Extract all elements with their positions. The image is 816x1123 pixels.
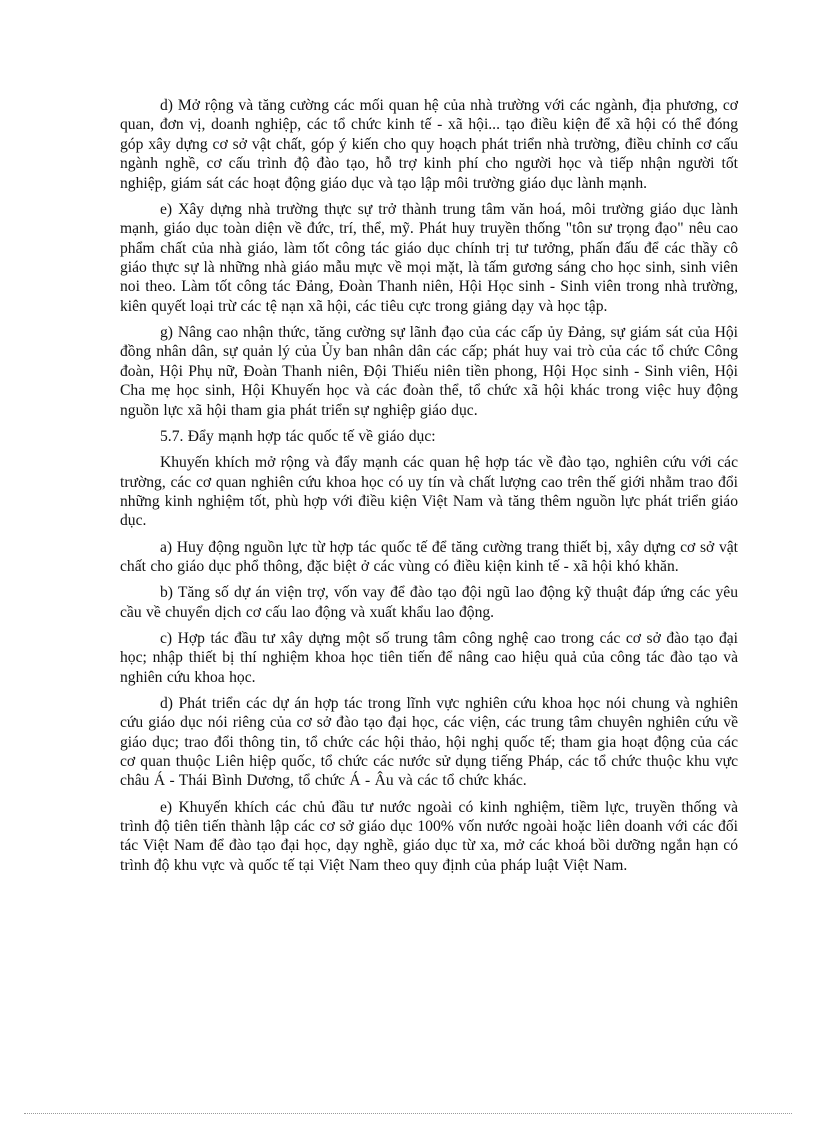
paragraph-b-aid-projects: b) Tăng số dự án viện trợ, vốn vay để đào tạo đội ngũ lao động kỹ thuật đáp ứng các yêu cầu về chuyển dịch cơ cấu lao động và xuất khẩu lao động. — [120, 584, 738, 621]
document-body — [120, 96, 738, 882]
paragraph-c-hightech-centers: c) Hợp tác đầu tư xây dựng một số trung tâm công nghệ cao trong các cơ sở đào tạo đại học; nhập thiết bị thí nghiệm khoa học tiên tiến để nâng cao hiệu quả của công tác đào tạo và nghiên cứu khoa học. — [120, 629, 738, 686]
section-heading-5-7: 5.7. Đẩy mạnh hợp tác quốc tế về giáo dục: — [160, 427, 436, 445]
paragraph-intl-cooperation-intro: Khuyến khích mở rộng và đẩy mạnh các quan hệ hợp tác về đào tạo, nghiên cứu với các trường, các cơ quan nghiên cứu khoa học có uy tín và chất lượng cao trên thế giới nhằm trao đổi những kinh nghiệm tốt, phù hợp với điều kiện Việt Nam và tăng thêm nguồn lực phát triển giáo dục. — [120, 454, 738, 530]
paragraph-e-foreign-investors: e) Khuyến khích các chủ đầu tư nước ngoài có kinh nghiệm, tiềm lực, truyền thống và trình độ tiên tiến thành lập các cơ sở giáo dục 100% vốn nước ngoài hoặc liên doanh với các đối tác Việt Nam để đào tạo đại học, dạy nghề, giáo dục từ xa, mở các khoá bồi dưỡng ngắn hạn có trình độ khu vực và quốc tế tại Việt Nam theo quy định của pháp luật Việt Nam. — [120, 798, 738, 874]
paragraph-d-expand-relations: d) Mở rộng và tăng cường các mối quan hệ của nhà trường với các ngành, địa phương, cơ quan, đơn vị, doanh nghiệp, các tổ chức kinh tế - xã hội... tạo điều kiện để xã hội có thể đóng góp xây dựng cơ sở vật chất, góp ý kiến cho quy hoạch phát triển nhà trường, điều chỉnh cơ cấu ngành nghề, cơ cấu trình độ đào tạo, hỗ trợ kinh phí cho người học và tiếp nhận người tốt nghiệp, giám sát các hoạt động giáo dục và tạo lập môi trường giáo dục lành mạnh. — [120, 97, 738, 192]
paragraph-e-cultural-center: e) Xây dựng nhà trường thực sự trở thành trung tâm văn hoá, môi trường giáo dục lành mạnh, giáo dục toàn diện về đức, trí, thể, mỹ. Phát huy truyền thống "tôn sư trọng đạo" nêu cao phẩm chất của nhà giáo, làm tốt công tác giáo dục chính trị tư tưởng, phấn đấu để các thầy cô giáo thực sự là những nhà giáo mẫu mực về mọi mặt, là tấm gương sáng cho học sinh, sinh viên noi theo. Làm tốt công tác Đảng, Đoàn Thanh niên, Hội Học sinh - Sinh viên trong nhà trường, kiên quyết loại trừ các tệ nạn xã hội, các tiêu cực trong giảng dạy và học tập. — [120, 200, 738, 315]
paragraph-g-raise-awareness: g) Nâng cao nhận thức, tăng cường sự lãnh đạo của các cấp ủy Đảng, sự giám sát của Hội đồng nhân dân, sự quản lý của Ủy ban nhân dân các cấp; phát huy vai trò của các tổ chức Công đoàn, Hội Phụ nữ, Đoàn Thanh niên, Đội Thiếu niên tiền phong, Hội Học sinh - Sinh viên, Hội Cha mẹ học sinh, Hội Khuyến học và các đoàn thể, tổ chức xã hội khác trong việc huy động nguồn lực xã hội tham gia phát triển sự nghiệp giáo dục. — [120, 324, 738, 419]
paragraph-a-mobilize-resources: a) Huy động nguồn lực từ hợp tác quốc tế để tăng cường trang thiết bị, xây dựng cơ sở vật chất cho giáo dục phổ thông, đặc biệt ở các vùng có điều kiện kinh tế - xã hội khó khăn. — [120, 538, 738, 575]
paragraph-d-research-projects: d) Phát triển các dự án hợp tác trong lĩnh vực nghiên cứu khoa học nói chung và nghiên cứu giáo dục nói riêng của cơ sở đào tạo đại học, các viện, các trung tâm chuyên nghiên cứu về giáo dục; trao đổi thông tin, tổ chức các hội thảo, hội nghị quốc tế; tham gia hoạt động của các cơ quan thuộc Liên hiệp quốc, tổ chức các nước sử dụng tiếng Pháp, các tổ chức thuộc khu vực châu Á - Thái Bình Dương, tổ chức Á - Âu và các tổ chức khác. — [120, 694, 738, 790]
page-bottom-dotted-rule — [24, 1113, 792, 1114]
